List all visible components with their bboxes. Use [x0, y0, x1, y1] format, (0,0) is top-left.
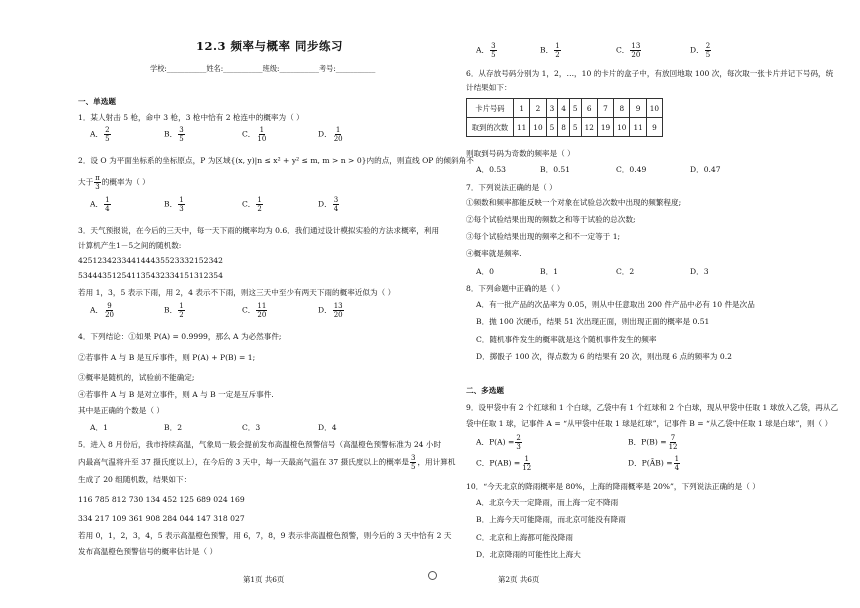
q10-line1: 10．“今天北京的降雨概率是 80%，上海的降雨概率是 20%”，下列说法正确的是（ ） [466, 482, 760, 491]
q5-random-row-2: 334 217 109 361 908 284 044 147 318 027 [78, 514, 245, 523]
q7-line2: ①频数和频率都能反映一个对象在试验总次数中出现的频繁程度; [466, 198, 682, 207]
q5-line1: 5．进入 8 月份后，我市持续高温，气象局一般会提前发布高温橙色预警信号（高温橙色预警标准为 24 小时 [78, 440, 442, 449]
table-cell: 11 [514, 118, 530, 137]
section-single-choice: 一、单选题 [78, 97, 116, 106]
q6-line1: 6．从存放号码分别为 1，2，…，10 的卡片的盒子中，有放回地取 100 次，每次取一张卡片并记下号码，统 [466, 69, 834, 78]
q7-line1: 7．下列说法正确的是（ ） [466, 183, 557, 192]
table-cell: 取到的次数 [467, 118, 514, 137]
student-info-line: 学校:___________姓名:___________班级:___________考号:___________ [150, 64, 376, 73]
table-cell: 6 [581, 99, 597, 118]
table-cell: 10 [614, 118, 630, 137]
q2-options [78, 196, 438, 218]
table-cell: 5 [569, 118, 581, 137]
table-cell: 卡片号码 [467, 99, 514, 118]
q7-line3: ②每个试验结果出现的频数之和等于试验的总次数; [466, 215, 636, 224]
q6-line3: 则取到号码为奇数的频率是（ ） [466, 149, 575, 158]
table-cell: 7 [597, 99, 613, 118]
q1-options [78, 126, 438, 148]
q5-line6: 若用 0，1，2，3，4，5 表示高温橙色预警，用 6，7，8，9 表示非高温橙色预警，则今后的 3 天中恰有 2 天 [78, 531, 452, 540]
table-cell: 5 [546, 118, 558, 137]
q9-option-c: C．P(AB) = $\frac{1}{12}$ [476, 455, 532, 472]
q6-card-table-wrap [466, 98, 663, 137]
q7-option-a: A．0 [476, 267, 494, 276]
q2-stem-line2: 大于 $\frac{\pi}{3}$ 的概率为（ ） [78, 174, 150, 191]
q3-line1: 3．天气预报说，在今后的三天中，每一天下雨的概率均为 0.6．我们通过设计模拟实验的方法求概率，利用 [78, 226, 440, 235]
q5-line3: 生成了 20 组随机数，结果如下： [78, 475, 192, 484]
table-cell: 4 [558, 99, 570, 118]
table-cell: 10 [646, 99, 662, 118]
q5-option-b: B． $\frac{1}{2}$ [540, 42, 560, 59]
q8-option-b: B．抛 100 次硬币，结果 51 次出现正面，则出现正面的概率是 0.51 [476, 317, 710, 326]
q7-options [460, 266, 790, 278]
q10-option-b: B．上海今天可能降雨，而北京可能没有降雨 [476, 515, 626, 524]
binding-circle-icon [428, 571, 437, 580]
q9-option-d: D．P(ĀB) = $\frac{1}{4}$ [628, 455, 680, 472]
table-cell: 12 [581, 118, 597, 137]
q9-line1: 9．设甲袋中有 2 个红球和 1 个白球，乙袋中有 1 个红球和 2 个白球，现从甲袋中任取 1 球放入乙袋，再从乙 [466, 403, 839, 412]
section-multiple-choice: 二、多选题 [466, 386, 504, 395]
q3-random-numbers-2: 534443512541135432334151312354 [78, 271, 223, 280]
table-cell: 1 [514, 99, 530, 118]
table-cell: 10 [530, 118, 546, 137]
q5-line7: 发布高温橙色预警信号的概率估计是（ ） [78, 547, 218, 556]
table-row [467, 118, 663, 137]
table-cell: 11 [630, 118, 646, 137]
q3-line2: 计算机产生1－5之间的随机数: [78, 241, 182, 250]
table-cell: 8 [614, 99, 630, 118]
table-cell: 9 [646, 118, 662, 137]
table-cell: 8 [558, 118, 570, 137]
q4-option-c: C．3 [242, 423, 261, 432]
q8-option-c: C．随机事件发生的概率就是这个随机事件发生的频率 [476, 335, 657, 344]
q10-option-c: C．北京和上海都可能没降雨 [476, 533, 573, 542]
q2-option-a: A． $\frac{1}{4}$ [90, 196, 110, 213]
q3-random-numbers-1: 425123423344144435523332152342 [78, 256, 223, 265]
q6-option-b: B．0.51 [540, 165, 571, 174]
q1-option-a: A． $\frac{2}{5}$ [90, 126, 110, 143]
q8-option-a: A．有一批产品的次品率为 0.05，则从中任意取出 200 件产品中必有 10 件是次品 [476, 300, 755, 309]
q4-options [78, 422, 438, 434]
q10-option-a: A．北京今天一定降雨，而上海一定不降雨 [476, 498, 619, 507]
q5-option-d: D． $\frac{2}{5}$ [690, 42, 711, 59]
q6-option-d: D．0.47 [690, 165, 721, 174]
q7-option-b: B．1 [540, 267, 559, 276]
q4-line4: ④若事件 A 与 B 是对立事件，则 A 与 B 一定是互斥事件. [78, 390, 274, 399]
q5-options [460, 42, 790, 64]
q9-options-row2 [460, 455, 790, 477]
table-cell: 5 [569, 99, 581, 118]
q2-option-b: B． $\frac{1}{3}$ [164, 196, 184, 213]
q4-line3: ③概率是随机的，试验前不能确定; [78, 373, 195, 382]
q2-option-d: D． $\frac{3}{4}$ [318, 196, 339, 213]
q6-options [460, 164, 790, 176]
q2-option-c: C． $\frac{1}{2}$ [242, 196, 262, 213]
q5-option-a: A． $\frac{3}{5}$ [476, 42, 496, 59]
q2-stem-line1: 2．设 O 为平面坐标系的坐标原点，P 为区域{(x, y)|n ≤ x² + y² ≤ m, m > n > 0}内的点，则直线 OP 的倾斜角不 [78, 156, 474, 165]
q4-option-b: B．2 [164, 423, 183, 432]
q1-option-c: C． $\frac{1}{10}$ [242, 126, 267, 143]
q3-option-d: D． $\frac{13}{20}$ [318, 302, 343, 319]
q7-line4: ③每个试验结果出现的频率之和不一定等于 1; [466, 232, 621, 241]
q10-option-d: D．北京降雨的可能性比上海大 [476, 550, 581, 559]
q6-option-c: C．0.49 [616, 165, 647, 174]
q4-line1: 4．下列结论：①如果 P(A) = 0.9999，那么 A 为必然事件; [78, 332, 282, 341]
table-cell: 2 [530, 99, 546, 118]
q7-line5: ④概率就是频率. [466, 249, 522, 258]
q9-options-row1 [460, 434, 790, 456]
q9-option-b: B．P(B) = $\frac{7}{12}$ [628, 434, 678, 451]
q4-line5: 其中是正确的个数是（ ） [78, 406, 164, 415]
q3-line5: 若用 1，3，5 表示下雨，用 2，4 表示不下雨，则这三天中至少有两天下雨的概率近似为（ ） [78, 288, 396, 297]
q1-option-d: D． $\frac{1}{20}$ [318, 126, 343, 143]
q6-line2: 计结果如下： [466, 83, 512, 92]
q5-line2: 内最高气温将升至 37 摄氏度以上），在今后的 3 天中，每一天最高气温在 37 摄氏度以上的概率是 $\frac{3}{5}$ ，用计算机 [78, 454, 456, 471]
table-row [467, 99, 663, 118]
q7-option-d: D．3 [690, 267, 709, 276]
q8-option-d: D．掷骰子 100 次，得点数为 6 的结果有 20 次，则出现 6 点的频率为 0.2 [476, 352, 732, 361]
q6-option-a: A．0.53 [476, 165, 506, 174]
q4-option-a: A．1 [90, 423, 108, 432]
q3-option-a: A． $\frac{9}{20}$ [90, 302, 114, 319]
table-cell: 3 [546, 99, 558, 118]
q5-option-c: C． $\frac{13}{20}$ [616, 42, 641, 59]
page-title: 12.3 频率与概率 同步练习 [196, 39, 344, 53]
table-cell: 9 [630, 99, 646, 118]
q5-random-row-1: 116 785 812 730 134 452 125 689 024 169 [78, 495, 245, 504]
q3-option-b: B． $\frac{1}{2}$ [164, 302, 184, 319]
q7-option-c: C．2 [616, 267, 635, 276]
q1-stem: 1．某人射击 5 枪，命中 3 枪，3 枪中恰有 2 枪连中的概率为（ ） [78, 113, 304, 122]
footer-page-left: 第1页 共6页 [243, 575, 285, 584]
q3-options [78, 302, 438, 324]
q9-option-a: A．P(A) = $\frac{2}{3}$ [476, 434, 521, 451]
q6-card-table [466, 98, 663, 137]
footer-page-right: 第2页 共6页 [498, 575, 540, 584]
q9-line2: 袋中任取 1 球，记事件 A = “从甲袋中任取 1 球是红球”，记事件 B = “从乙袋中任取 1 球是白球”，则（ ） [466, 419, 833, 428]
q8-line1: 8．下列命题中正确的是（ ） [466, 284, 565, 293]
q4-option-d: D．4 [318, 423, 337, 432]
q4-line2: ②若事件 A 与 B 是互斥事件，则 P(A) + P(B) = 1; [78, 353, 256, 362]
q3-option-c: C． $\frac{11}{20}$ [242, 302, 267, 319]
table-cell: 19 [597, 118, 613, 137]
q1-option-b: B． $\frac{3}{5}$ [164, 126, 184, 143]
